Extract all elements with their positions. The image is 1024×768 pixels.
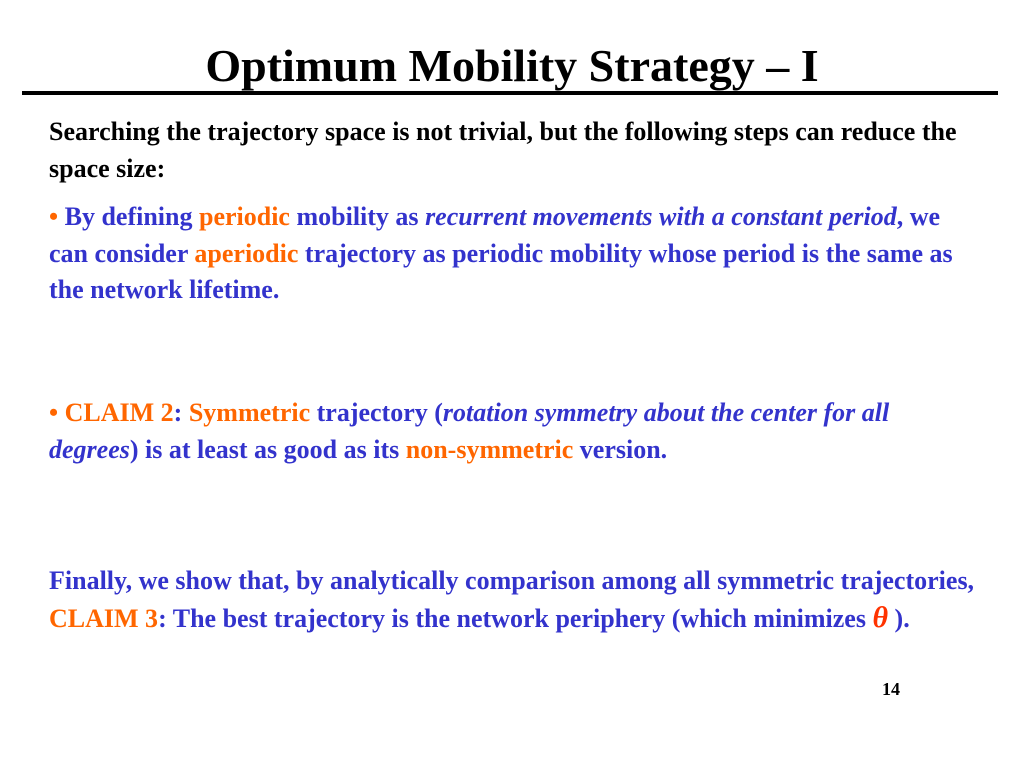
- term-non-symmetric: non-symmetric: [405, 434, 574, 464]
- page-number: 14: [882, 679, 900, 699]
- bullet-marker: •: [49, 398, 59, 427]
- title-underline: [22, 91, 998, 95]
- bullet1-text-4: trajectory as periodic mobility whose period is the same as the network lifetime.: [49, 238, 953, 304]
- final-text-1: Finally, we show that, by analytically comparison among all symmetric trajectories,: [49, 566, 975, 595]
- bullet2-text-3: version.: [573, 434, 668, 464]
- claim-3-label: CLAIM 3: [49, 603, 159, 633]
- bullet1-text-2: mobility as: [289, 202, 426, 231]
- symmetry-italic: rotation symmetry about the center for all degrees: [49, 398, 890, 464]
- intro-paragraph: Searching the trajectory space is not trivial, but the following steps can reduce the space size:: [49, 117, 957, 183]
- bullet1-text-1: By defining: [58, 202, 199, 231]
- bullet2-text-1: trajectory (: [310, 398, 443, 427]
- term-aperiodic: aperiodic: [194, 238, 299, 268]
- final-paragraph: [49, 563, 979, 637]
- theta-symbol: θ: [872, 600, 889, 634]
- bullet-marker: •: [49, 202, 59, 231]
- claim-2-colon: :: [173, 398, 183, 427]
- bullet2-text-2: ) is at least as good as its: [129, 434, 406, 464]
- final-text-2: : The best trajectory is the network periphery (which minimizes: [158, 603, 873, 633]
- bullet-periodic: [49, 199, 979, 309]
- slide-title: Optimum Mobility Strategy – I: [205, 40, 819, 91]
- bullet-claim-2: [49, 395, 979, 468]
- term-periodic: periodic: [198, 202, 290, 231]
- term-symmetric: Symmetric: [182, 398, 311, 427]
- claim-2-label: CLAIM 2: [58, 398, 174, 427]
- bullet1-text-3: , we can consider: [49, 202, 941, 268]
- final-text-3: ).: [888, 603, 910, 633]
- definition-italic: recurrent movements with a constant period: [425, 202, 897, 231]
